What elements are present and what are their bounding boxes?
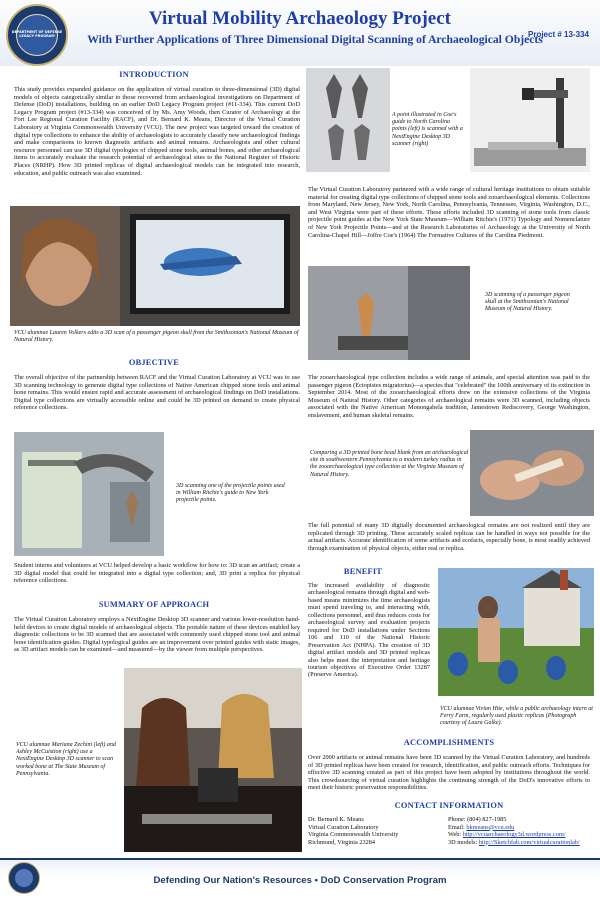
partners-text: The Virtual Curation Laboratory partnered with a wide range of cultural heritage institutions to obtain suitable material for creating digital type collections of chipped stone tools and zooarchaeological elements. Collections from Maryland, New Jersey, New York, North Carolina, Pennsylvania, Tennessee, Virginia, Washington, D.C., and West Virginia were part of these efforts. These efforts included 3D scanning of stone tools from classic projectile point guides at the New York State Museum—William Ritchie's (1971) Typology and Nomenclature of New York Projectile Points—and at the Research Laboratories of Archaeology at the University of North Carolina-Chapel Hill—Joffre Coe's (1964) The Formative Cultures of the Carolina Piedmont. (308, 186, 590, 239)
photo-bone-bead-comparison (470, 430, 594, 516)
photo-vivian-ferry-farm (438, 568, 594, 696)
nextengine-scanner-drawing (470, 68, 590, 172)
contact-city: Richmond, Virginia 23284 (308, 838, 376, 846)
poster-title: Virtual Mobility Archaeology Project (148, 8, 451, 29)
poster-header (0, 0, 600, 66)
ritchie-photo-illustration (14, 432, 164, 556)
photo-point-illustration (306, 68, 390, 172)
contact-phone: Phone: (804) 827-1985 (448, 816, 507, 823)
contact-models-row (448, 839, 596, 847)
approach-body: The Virtual Curation Laboratory employs a NextEngine Desktop 3D scanner and various lower-resolution hand-held devices to create digital models of archaeological objects. The portable nature of these devices enabled key diagnostic collections to be 3D scanned that are associated with commonly used chipped stone tool and animal bone identification guides. Digital typological guides are an improvement over printed guides with static images, as 3D artifact models can be examined—and measured—by the viewer from multiple perspectives. (14, 616, 300, 654)
contact-name: Dr. Bernard K. Means (308, 816, 364, 823)
benefit-body: The increased availability of diagnostic archaeological remains through digital and web-based means minimizes the time archaeologists must spend traveling to, and interacting with, collections personnel, and thus reduces costs for archaeological survey and evaluation projects required for DoD installations under Sections 106 and 110 of the National Historic Preservation Act (NHPA). The creation of 3D digital artifact models and 3D printed replicas also helps meet the interpretation and heritage tourism objectives of Executive Order 13287 (Preserve America). (308, 582, 430, 679)
photo-mariana-ashley-scanning (124, 668, 302, 852)
email-link[interactable]: bkmeans@vcu.edu (466, 823, 515, 831)
models-label: 3D models: (448, 838, 478, 846)
contact-details (448, 816, 596, 846)
contact-heading: CONTACT INFORMATION (394, 801, 504, 810)
contact-lab: Virtual Curation Laboratory (308, 823, 379, 831)
lauren-photo-illustration (10, 206, 300, 326)
web-link[interactable]: http://vcuarchaeology3d.wordpress.com/ (462, 831, 566, 839)
vivian-photo-illustration (438, 568, 594, 696)
introduction-heading: INTRODUCTION (119, 70, 189, 79)
approach-heading: SUMMARY OF APPROACH (98, 600, 210, 609)
email-label: Email: (448, 823, 465, 831)
workflow-text: Student interns and volunteers at VCU helped develop a basic workflow for how to: 3D scan an artifact; create a 3D digital model that could be integrated into a digital type collection; and, 3D print a replica for physical reference collections. (14, 562, 300, 585)
poster-footer (0, 858, 600, 900)
accomplishments-body: Over 2000 artifacts or animal remains have been 3D scanned by the Virtual Curation Laboratory, and hundreds of 3D printed replicas have been created for research, identification, and public outreach efforts. Techniques for effective 3D scanning created as part of this project have been adopted by institutions throughout the world. This crowdsourcing of virtual curation highlights the continuing strength of the DoD's innovative efforts to meet their historic preservation responsibilities. (308, 754, 590, 792)
pigeon-photo-caption: 3D scanning of a passenger pigeon skull at the Smithsonian's National Museum of Natural History. (485, 292, 570, 313)
lauren-photo-caption: VCU alumnae Lauren Volkers edits a 3D scan of a passenger pigeon skull from the Smithsonian's National Museum of Natural History. (14, 330, 299, 344)
point-photo-caption: A point illustrated in Coe's guide to North Carolina points (left) is scanned with a NextEngine Desktop 3D scanner (right) (392, 112, 463, 147)
project-number: Project # 13-334 (528, 30, 589, 39)
photo-nextengine-scanner (470, 68, 590, 172)
web-label: Web: (448, 831, 462, 839)
vivian-photo-caption: VCU alumnae Vivian Hite, while a public archaeology intern at Ferry Farm, regularly used plastic replicas (Photograph courtesy of Laura Galke). (440, 706, 593, 727)
legacy-program-seal-icon (6, 4, 68, 66)
bead-photo-caption: Comparing a 3D printed bone bead blank from an archaeological site in southwestern Pennsylvania to a modern turkey radius in the zooarchaeological type collection at the Virginia Museum of Natural History. (310, 450, 469, 478)
mariana-photo-illustration (124, 668, 302, 852)
seal-text: DEPARTMENT OF DEFENSE LEGACY PROGRAM (11, 30, 63, 38)
introduction-body: This study provides expanded guidance on the application of virtual curation to three-dimensional (3D) digital models of objects categorically similar to those recovered from archaeological investigations on Department of Defense (DoD) installations, building on an earlier DoD Legacy Program project (#11-334). This current DoD Legacy Program project (#13-334) was conceived of by Ms. Amy Woods, then Curator of Archaeology at the Fort Lee Regional Curation Facility (RACF), and Dr. Bernard K. Means, Director of the Virtual Curation Laboratory at Virginia Commonwealth University (VCU). The new project was targeted toward the creation of digital type collections to enhance the ability of archaeologists to accurately classify new archaeological findings and make comparisons to known diagnostic artifacts and animal remains. Archaeologists and other cultural resource personnel can use 3D digital typologies of chipped stone tools, animal bones, and other archaeological items to accurately evaluate the research potential of archaeological sites to the National Register of Historic Places (NRHP). How 3D printed replicas of digital archaeological models can be integrated into research, education, and public outreach was also examined. (14, 86, 300, 177)
mariana-photo-caption: VCU alumnae Mariana Zechini (left) and Ashley McCuistion (right) use a NextEngine Desktop 3D scanner to scan worked bone at The State Museum of Pennsylvania. (16, 742, 116, 777)
contact-email-row (448, 824, 596, 832)
photo-ritchie-point-scan (14, 432, 164, 556)
poster-subtitle: With Further Applications of Three Dimensional Digital Scanning of Archaeological Objects (87, 33, 543, 46)
footer-tagline: Defending Our Nation's Resources • DoD Conservation Program (153, 875, 447, 886)
benefit-heading: BENEFIT (343, 567, 383, 576)
bead-photo-illustration (470, 430, 594, 516)
photo-lauren-editing-scan (10, 206, 300, 326)
ritchie-photo-caption: 3D scanning one of the projectile points used in William Ritchie's guide to New York projectile points. (176, 483, 285, 504)
contact-address (308, 816, 448, 846)
models-link[interactable]: http://Sketchfab.com/virtualcurationlab/ (478, 838, 580, 846)
objective-body: The overall objective of the partnership between RACF and the Virtual Curation Laboratory at VCU was to use 3D scanning technology to generate digital type collections of Native American chipped stone tools and animal bone remains. This would ensure rapid and accurate assessment of archaeological findings on DoD installations. Digital type collections are virtually accessible online and could be 3D printed on demand to create physical reference collections. (14, 374, 300, 412)
pigeon-photo-illustration (308, 266, 470, 360)
zoo-text: The zooarchaeological type collection includes a wide range of animals, and special attention was paid to the passenger pigeon (Ectopistes migratorius)—a species that "celebrated" the 100th anniversary of its extinction in September 2014. Most of the zooarchaeological efforts drew on the extensive collections of the Virginia Museum of Natural History. Other categories of archaeological remains were 3D scanned, including objects associated with the Native American Monongahela tradition, Jamestown Rediscovery, George Washington, enslavement, and human skeletal remains. (308, 374, 590, 419)
point-illustration-drawing (306, 68, 390, 172)
objective-heading: OBJECTIVE (128, 358, 180, 367)
footer-divider (0, 858, 600, 860)
contact-web-row (448, 831, 596, 839)
photo-pigeon-skull-scan (308, 266, 470, 360)
contact-university: Virginia Commonwealth University (308, 831, 399, 839)
potential-text: The full potential of many 3D digitally documented archaeological remains are not realized until they are replicated through 3D printing. These accurately scaled replicas can be handled in ways not possible for the actual artifacts. Accurate identification of some artifacts and ecofacts, especially bone, is most readily achieved through examination of physical objects, either real or replica. (308, 522, 590, 552)
accomplishments-heading: ACCOMPLISHMENTS (403, 738, 495, 747)
